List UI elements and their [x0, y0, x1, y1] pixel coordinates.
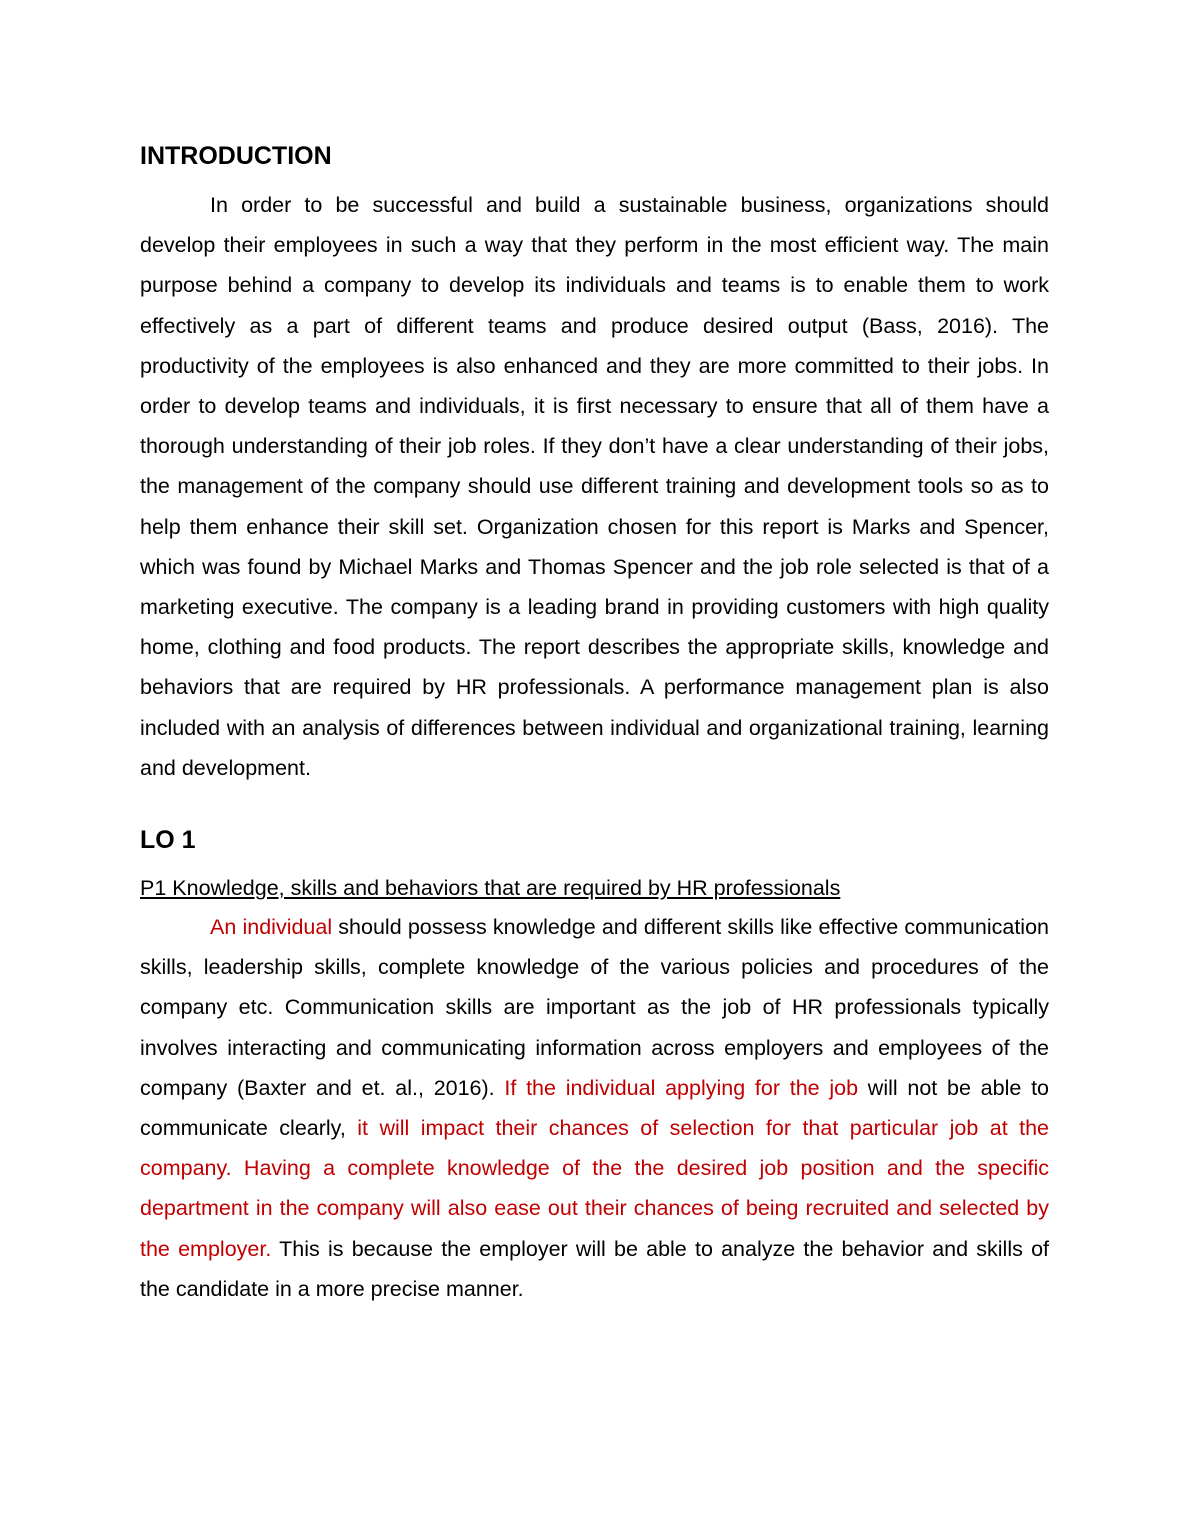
p1-highlight-1: An individual [210, 915, 333, 940]
p1-text-3: This is because the employer will be able to analyze the behavior and skills of the candidate in a more precise manner. [140, 1236, 1049, 1301]
p1-highlight-2: If the individual applying for the job [504, 1075, 859, 1100]
p1-paragraph [140, 907, 1049, 1309]
intro-paragraph: In order to be successful and build a sustainable business, organizations should develop their employees in such a way that they perform in the most efficient way. The main purpose behind a company to develop its individuals and teams is to enable them to work effectively as a part of different teams and produce desired output (Bass, 2016). The productivity of the employees is also enhanced and they are more committed to their jobs. In order to develop teams and individuals, it is first necessary to ensure that all of them have a thorough understanding of their job roles. If they don’t have a clear understanding of their jobs, the management of the company should use different training and development tools so as to help them enhance their skill set. Organization chosen for this report is Marks and Spencer, which was found by Michael Marks and Thomas Spencer and the job role selected is that of a marketing executive. The company is a leading brand in providing customers with high quality home, clothing and food products. The report describes the appropriate skills, knowledge and behaviors that are required by HR professionals. A performance management plan is also included with an analysis of differences between individual and organizational training, learning and development. [140, 193, 1049, 780]
document-page [140, 138, 1049, 1309]
lo1-heading: LO 1 [140, 826, 196, 855]
p1-text-1: should possess knowledge and different skills like effective communication skills, leadership skills, complete knowledge of the various policies and procedures of the company etc. Communication skills are important as the job of HR professionals typically involves interacting and communicating information across employers and employees of the company (Baxter and et. al., 2016). [140, 915, 1049, 1100]
p1-text-2: will not be able to communicate clearly, [140, 1075, 1049, 1141]
intro-heading: INTRODUCTION [140, 142, 332, 170]
p1-subheading: P1 Knowledge, skills and behaviors that are required by HR professionals [140, 876, 841, 901]
p1-highlight-3: it will impact their chances of selection for that particular job at the company. Having a complete knowledge of the the desired job position and the specific department in the company will also ease out their chances of being recruited and selected by the employer. [140, 1116, 1050, 1261]
